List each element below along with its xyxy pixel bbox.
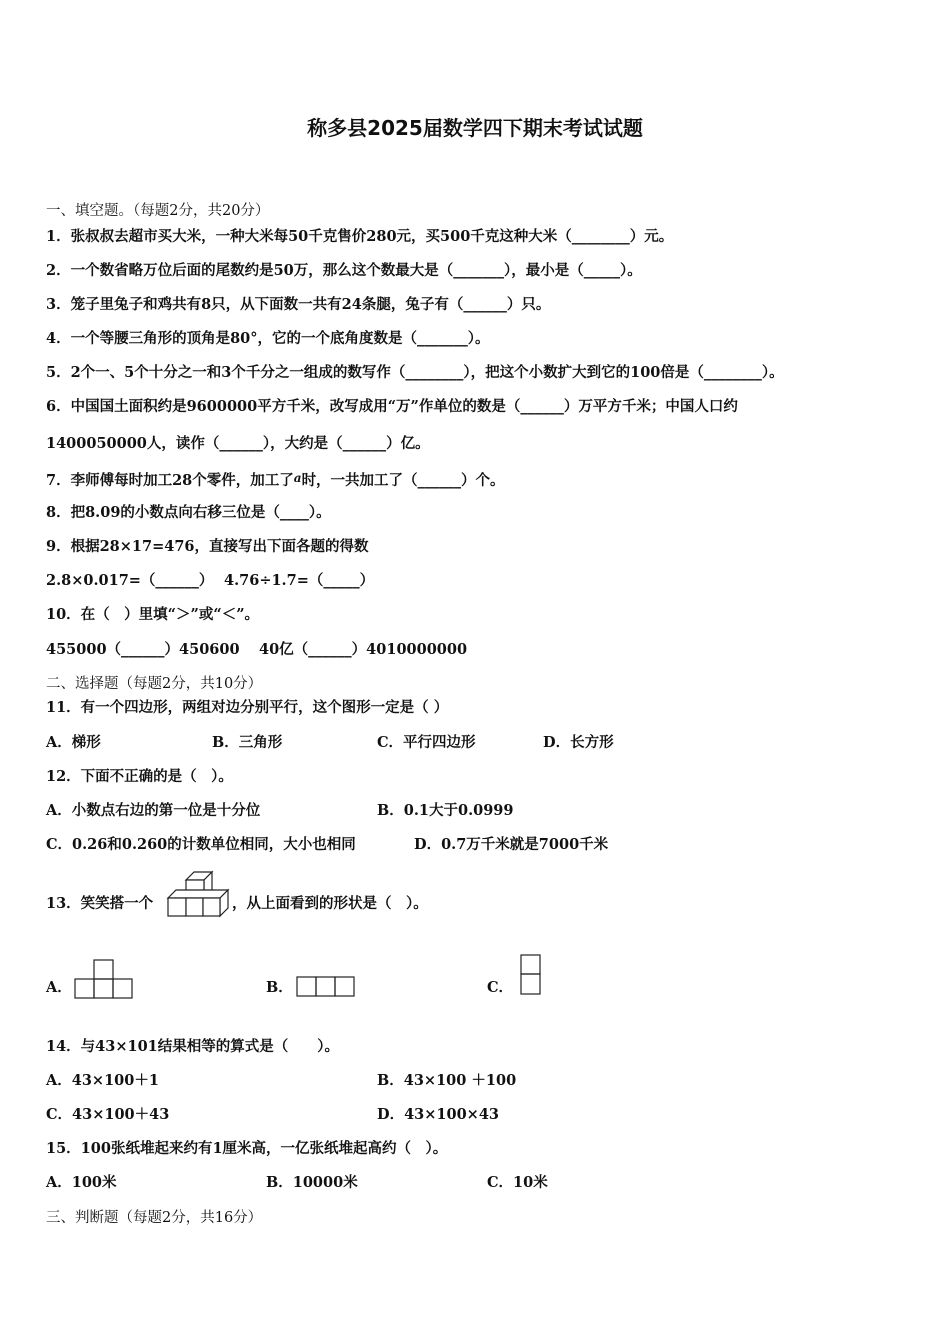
- q15-option-c: C．10米: [487, 1174, 548, 1191]
- question-6-line-1: 6．中国国土面积约是9600000平方千米，改写成用“万”作单位的数是（______）万平方千米；中国人口约: [46, 398, 738, 415]
- page-title: 称多县2025届数学四下期末考试试题: [307, 116, 643, 140]
- question-9-part-a: 2.8×0.017=（______）: [46, 572, 214, 589]
- question-7-text-end: 时，一共加工了（______）个。: [301, 472, 505, 489]
- question-9-part-b: 4.76÷1.7=（_____）: [224, 572, 375, 589]
- question-7: [46, 468, 505, 491]
- q11-option-b: B．三角形: [212, 734, 283, 751]
- question-10-part-a: 455000（______）450600: [46, 641, 240, 658]
- question-13-text-end: ，从上面看到的形状是（ ）。: [232, 895, 428, 912]
- question-6-line-2: 1400050000人，读作（______），大约是（______）亿。: [46, 435, 430, 452]
- question-13-text-start: 13．笑笑搭一个: [46, 895, 154, 912]
- q11-option-d: D．长方形: [543, 734, 614, 751]
- q13-option-a-figure: [74, 958, 134, 1000]
- q12-option-d: D．0.7万千米就是7000千米: [414, 836, 609, 853]
- section-heading-fill-blank: 一、填空题。（每题2分，共20分）: [46, 203, 270, 219]
- q12-option-a: A．小数点右边的第一位是十分位: [46, 802, 261, 819]
- question-8: 8．把8.09的小数点向右移三位是（____）。: [46, 504, 331, 521]
- q12-option-b: B．0.1大于0.0999: [377, 802, 514, 819]
- q11-option-c: C．平行四边形: [377, 734, 476, 751]
- question-4: 4．一个等腰三角形的顶角是80°，它的一个底角度数是（_______）。: [46, 330, 490, 347]
- q15-option-a: A．100米: [46, 1174, 117, 1191]
- question-11: 11．有一个四边形，两组对边分别平行，这个图形一定是（ ）: [46, 699, 449, 716]
- q14-option-a: A．43×100＋1: [46, 1072, 159, 1089]
- q14-option-b: B．43×100 ＋100: [377, 1072, 517, 1089]
- question-5: 5．2个一、5个十分之一和3个千分之一组成的数写作（________），把这个小数扩大到它的100倍是（________）。: [46, 364, 784, 381]
- section-heading-choice: 二、选择题（每题2分，共10分）: [46, 676, 263, 692]
- q11-option-a: A．梯形: [46, 734, 101, 751]
- question-15: 15．100张纸堆起来约有1厘米高，一亿张纸堆起高约（ ）。: [46, 1140, 448, 1157]
- q14-option-c: C．43×100＋43: [46, 1106, 170, 1123]
- section-heading-judgement: 三、判断题（每题2分，共16分）: [46, 1210, 263, 1226]
- question-2: 2．一个数省略万位后面的尾数约是50万，那么这个数最大是（_______），最小是（_____）。: [46, 262, 642, 279]
- question-3: 3．笼子里兔子和鸡共有8只，从下面数一共有24条腿，兔子有（______）只。: [46, 296, 551, 313]
- q13-option-c: C．: [487, 979, 514, 996]
- q13-option-a: A．: [46, 979, 72, 996]
- cube-stack-figure: [162, 868, 232, 918]
- q13-option-b: B．: [266, 979, 293, 996]
- q13-option-b-figure: [296, 975, 358, 999]
- q14-option-d: D．43×100×43: [377, 1106, 499, 1123]
- variable-a: a: [293, 471, 302, 485]
- question-14: 14．与43×101结果相等的算式是（ ）。: [46, 1038, 340, 1055]
- question-10-part-b: 40亿（______）4010000000: [259, 641, 468, 658]
- question-7-text-start: 7．李师傅每时加工28个零件，加工了: [46, 472, 294, 489]
- q13-option-c-figure: [518, 953, 544, 999]
- q15-option-b: B．10000米: [266, 1174, 358, 1191]
- question-9: 9．根据28×17=476，直接写出下面各题的得数: [46, 538, 369, 555]
- question-10: 10．在（ ）里填“＞”或“＜”。: [46, 606, 260, 623]
- q12-option-c: C．0.26和0.260的计数单位相同，大小也相同: [46, 836, 356, 853]
- question-1: 1．张叔叔去超市买大米，一种大米每50千克售价280元，买500千克这种大米（________）元。: [46, 228, 674, 245]
- question-12: 12．下面不正确的是（ ）。: [46, 768, 233, 785]
